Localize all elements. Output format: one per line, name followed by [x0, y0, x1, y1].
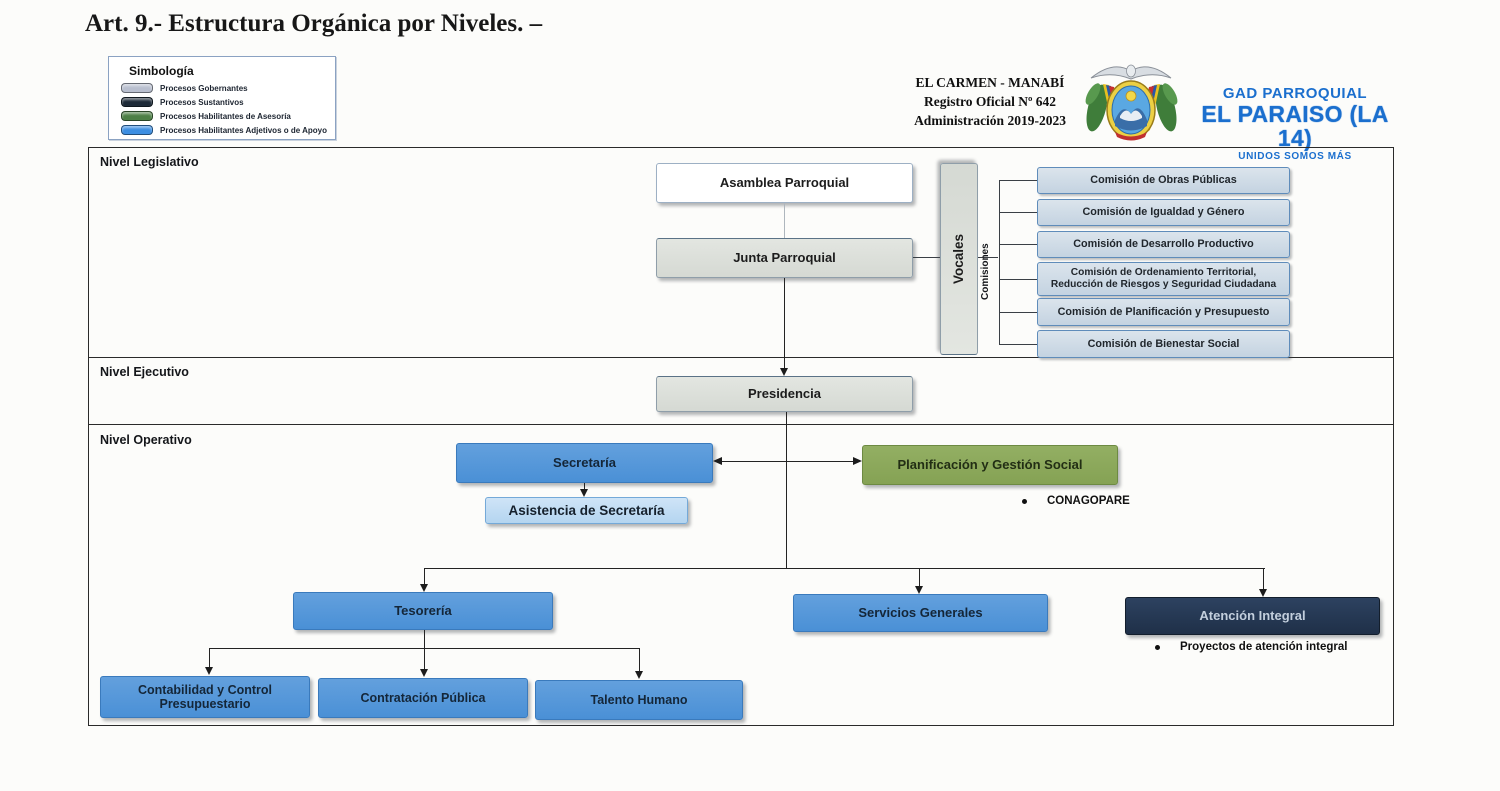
comisiones-stub-4: [999, 279, 1037, 280]
brand-tagline: UNIDOS SOMOS MÁS: [1238, 151, 1352, 163]
legend-swatch-gobernantes: [121, 83, 153, 93]
bullet-conagopare: [1022, 495, 1130, 507]
comisiones-stub-2: [999, 212, 1037, 213]
arrowhead-asistencia: [580, 489, 588, 497]
legend-item: [121, 124, 335, 136]
bullet-proyectos-label: Proyectos de atención integral: [1180, 641, 1348, 653]
connector-junta-presidencia: [784, 278, 785, 369]
arrowhead-talento: [635, 671, 643, 679]
org-box-contabilidad-control-presupuestario: Contabilidad y Control Presupuestario: [100, 676, 310, 718]
arrowhead-servicios: [915, 586, 923, 594]
arrowhead-atencion: [1259, 589, 1267, 597]
legend-item: [121, 110, 335, 122]
bullet-dot-icon: [1155, 645, 1160, 650]
org-box-comision-planificacion-presupuesto: Comisión de Planificación y Presupuesto: [1037, 298, 1290, 326]
registry-line-official: Registro Oficial Nº 642: [923, 93, 1057, 109]
org-box-planificacion-gestion-social: Planificación y Gestión Social: [862, 445, 1118, 485]
connector-presidencia-trunk: [786, 412, 787, 568]
bullet-proyectos: [1155, 641, 1347, 653]
arrowhead-to-planificacion: [853, 457, 862, 465]
registry-line-location: EL CARMEN - MANABÍ: [915, 75, 1065, 90]
comisiones-stub-1: [999, 180, 1037, 181]
legend-box: [108, 56, 336, 140]
arrowhead-tesoreria: [420, 584, 428, 592]
legend-swatch-apoyo: [121, 125, 153, 135]
org-box-servicios-generales: Servicios Generales: [793, 594, 1048, 632]
registry-line-admin: Administración 2019-2023: [914, 112, 1066, 128]
connector-asamblea-junta: [784, 203, 785, 238]
comisiones-stub-6: [999, 344, 1037, 345]
org-box-atencion-integral: Atención Integral: [1125, 597, 1380, 635]
connector-secretaria-planificacion: [721, 461, 854, 462]
comisiones-bracket: [999, 180, 1000, 345]
org-box-talento-humano: Talento Humano: [535, 680, 743, 720]
legend-label: Procesos Habilitantes Adjetivos o de Apoyo: [160, 125, 327, 135]
connector-junta-vocales: [913, 257, 940, 258]
level-label-ejecutivo: Nivel Ejecutivo: [100, 365, 189, 379]
connector-drop-tesoreria: [424, 568, 425, 585]
org-box-junta-parroquial: Junta Parroquial: [656, 238, 913, 278]
connector-drop-servicios: [919, 568, 920, 587]
legend-swatch-sustantivos: [121, 97, 153, 107]
org-box-comision-desarrollo-productivo: Comisión de Desarrollo Productivo: [1037, 231, 1290, 258]
connector-drop-talento: [639, 648, 640, 672]
ecuador-coat-of-arms-logo: [1073, 58, 1191, 148]
level-label-operativo: Nivel Operativo: [100, 433, 192, 447]
org-box-comision-obras-publicas: Comisión de Obras Públicas: [1037, 167, 1290, 194]
article-title: Art. 9.- Estructura Orgánica por Niveles. –: [85, 10, 543, 37]
bullet-conagopare-label: CONAGOPARE: [1047, 495, 1130, 507]
org-box-comision-bienestar-social: Comisión de Bienestar Social: [1037, 330, 1290, 358]
org-box-comision-ordenamiento-territorial: Comisión de Ordenamiento Territorial, Reducción de Riesgos y Seguridad Ciudadana: [1037, 262, 1290, 296]
comisiones-stub-5: [999, 312, 1037, 313]
arrowhead-contabilidad: [205, 667, 213, 675]
org-box-asistencia-secretaria: Asistencia de Secretaría: [485, 497, 688, 524]
org-box-comision-igualdad-genero: Comisión de Igualdad y Género: [1037, 199, 1290, 226]
legend-title: Simbología: [129, 64, 194, 78]
org-box-presidencia: Presidencia: [656, 376, 913, 412]
comisiones-stub-3: [999, 244, 1037, 245]
brand-el-paraiso: EL PARAISO (LA 14): [1201, 100, 1389, 151]
connector-operativo-distribution: [424, 568, 1265, 569]
org-box-asamblea-parroquial: Asamblea Parroquial: [656, 163, 913, 203]
connector-drop-contratacion: [424, 648, 425, 670]
divider-ejecutivo-operativo: [88, 424, 1393, 425]
brand-gad-parroquial: GAD PARROQUIAL: [1222, 85, 1368, 102]
legend-item: [121, 96, 335, 108]
arrowhead-contratacion: [420, 669, 428, 677]
level-label-legislativo: Nivel Legislativo: [100, 155, 199, 169]
arrowhead-to-secretaria: [713, 457, 722, 465]
comisiones-group-label: Comisiones: [980, 243, 991, 300]
org-box-vocales: Vocales: [940, 163, 978, 355]
legend-label: Procesos Sustantivos: [160, 97, 244, 107]
connector-tesoreria-down: [424, 630, 425, 648]
org-box-tesoreria: Tesorería: [293, 592, 553, 630]
bullet-dot-icon: [1022, 499, 1027, 504]
connector-drop-contabilidad: [209, 648, 210, 668]
connector-drop-atencion: [1263, 568, 1264, 590]
legend-swatch-asesoria: [121, 111, 153, 121]
org-box-secretaria: Secretaría: [456, 443, 713, 483]
legend-item: [121, 82, 335, 94]
arrowhead-presidencia: [780, 368, 788, 376]
org-box-contratacion-publica: Contratación Pública: [318, 678, 528, 718]
legend-label: Procesos Gobernantes: [160, 83, 248, 93]
legend-label: Procesos Habilitantes de Asesoría: [160, 111, 291, 121]
